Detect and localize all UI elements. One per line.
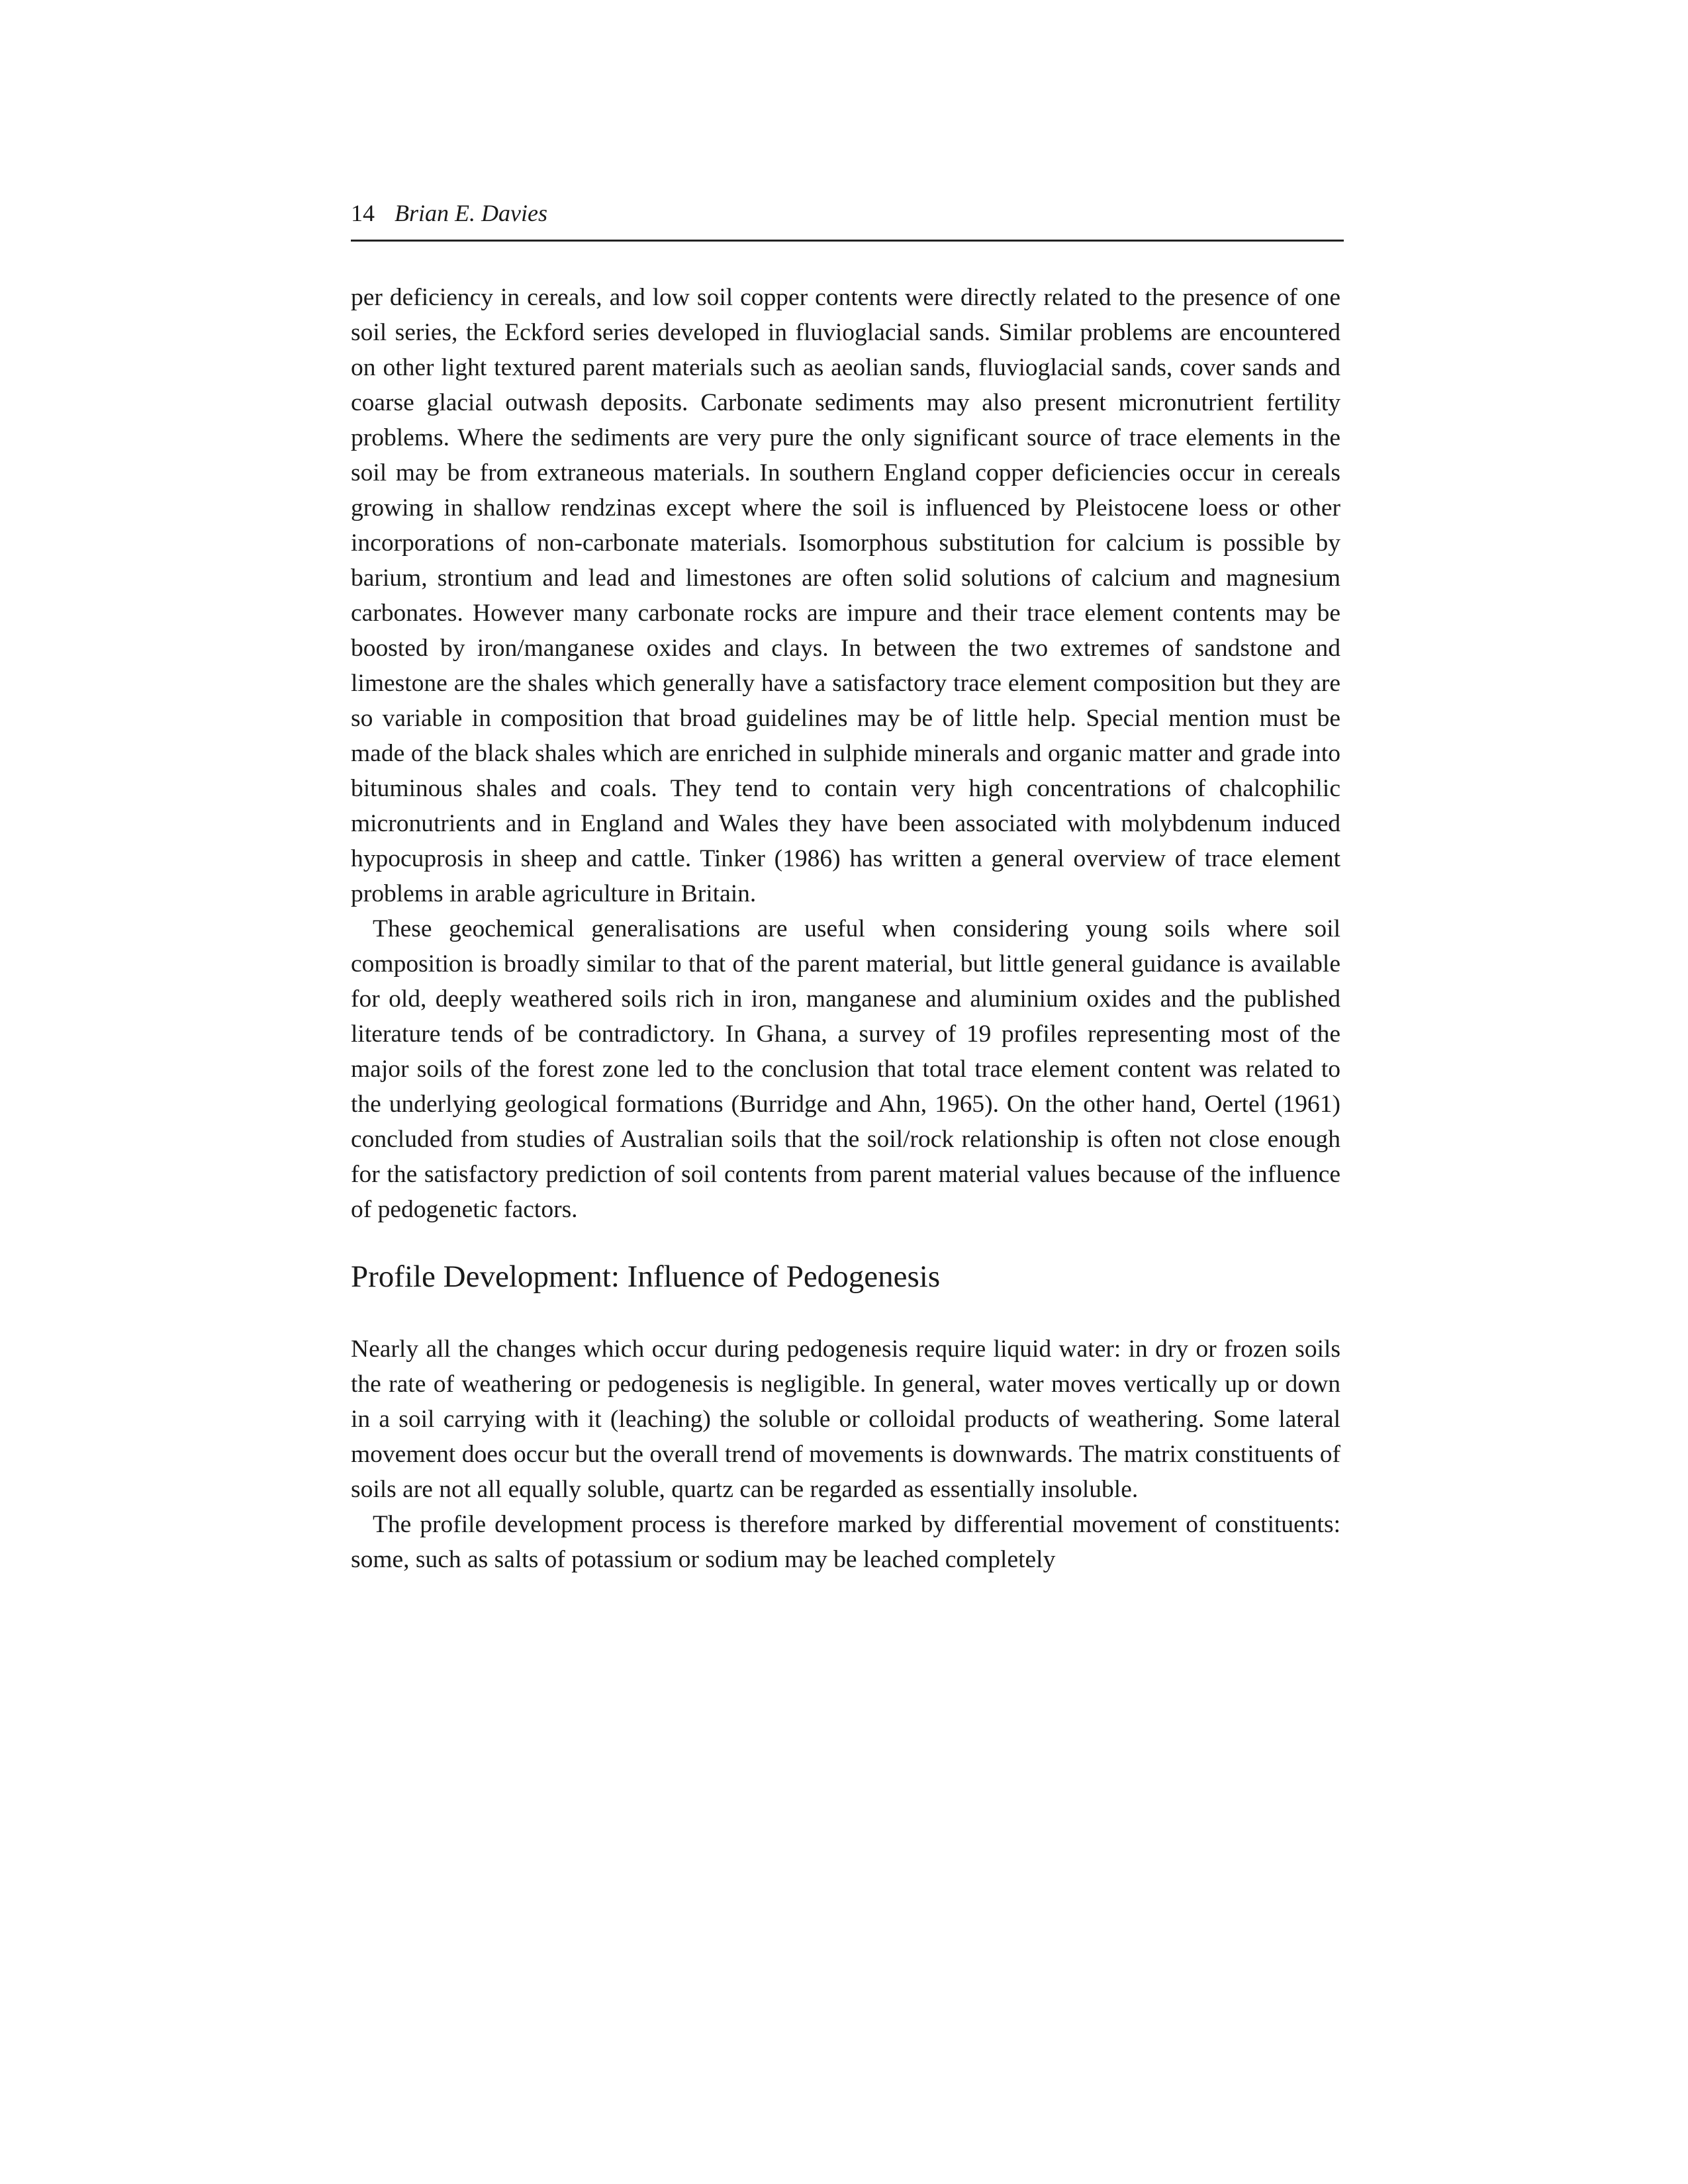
paragraph: Nearly all the changes which occur during pedogenesis require liquid water: in dry or frozen soils the rate of weathering or pedogenesis is negligible. In general, water moves vertically up or down in a soil carrying with it (leaching) the soluble or colloidal products of weathering. Some lateral movement does occur but the overall trend of movements is downwards. The matrix constituents of soils are not all equally soluble, quartz can be regarded as essentially insoluble. xyxy=(351,1336,1340,1503)
running-head-author: Brian E. Davies xyxy=(395,200,547,226)
book-page xyxy=(351,199,1340,1577)
page-number: 14 xyxy=(351,200,375,226)
paragraph: The profile development process is therefore marked by differential movement of constituents: some, such as salts of potassium or sodium may be leached completely xyxy=(351,1511,1340,1573)
paragraph: These geochemical generalisations are useful when considering young soils where soil composition is broadly similar to that of the parent material, but little general guidance is available for old, deeply weathered soils rich in iron, manganese and aluminium oxides and the published literature tends of be contradictory. In Ghana, a survey of 19 profiles representing most of the major soils of the forest zone led to the conclusion that total trace element content was related to the underlying geological formations (Burridge and Ahn, 1965). On the other hand, Oertel (1961) concluded from studies of Australian soils that the soil/rock relationship is often not close enough for the satisfactory prediction of soil contents from parent material values because of the influence of pedogenetic factors. xyxy=(351,915,1340,1223)
paragraph: per deficiency in cereals, and low soil copper contents were directly related to the presence of one soil series, the Eckford series developed in fluvioglacial sands. Similar problems are encountered on other light textured parent materials such as aeolian sands, fluvioglacial sands, cover sands and coarse glacial outwash deposits. Carbonate sediments may also present micronutrient fertility problems. Where the sediments are very pure the only significant source of trace elements in the soil may be from extraneous materials. In southern England copper deficiencies occur in cereals growing in shallow rendzinas except where the soil is influenced by Pleistocene loess or other incorporations of non-carbonate materials. Isomorphous substitution for calcium is possible by barium, strontium and lead and limestones are often solid solutions of calcium and magnesium carbonates. However many carbonate rocks are impure and their trace element contents may be boosted by iron/manganese oxides and clays. In between the two extremes of sandstone and limestone are the shales which generally have a satisfactory trace element composition but they are so variable in composition that broad guidelines may be of little help. Special mention must be made of the black shales which are enriched in sulphide minerals and organic matter and grade into bituminous shales and coals. They tend to contain very high concentrations of chalcophilic micronutrients and in England and Wales they have been associated with molybdenum induced hypocuprosis in sheep and cattle. Tinker (1986) has written a general overview of trace element problems in arable agriculture in Britain. xyxy=(351,284,1340,907)
header-rule xyxy=(351,240,1344,242)
section-heading: Profile Development: Influence of Pedogenesis xyxy=(351,1259,941,1294)
running-head xyxy=(351,199,1340,228)
body-text xyxy=(351,280,1340,1577)
